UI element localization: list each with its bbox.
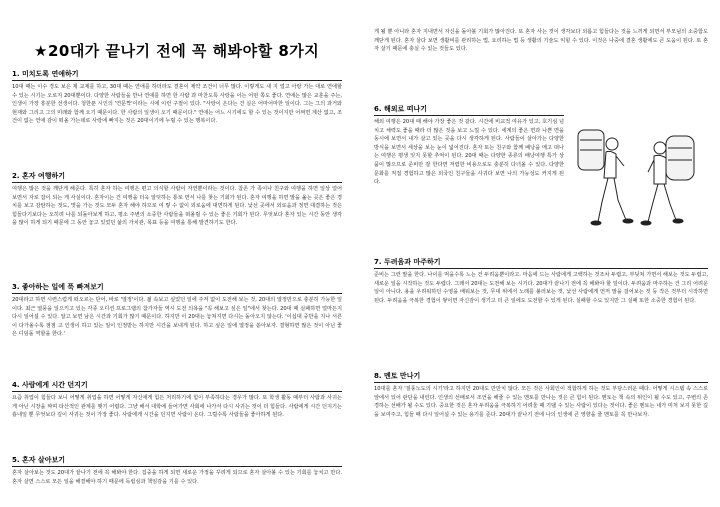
section-title: 5. 혼자 살아보기 bbox=[12, 456, 342, 467]
section-title: 2. 혼자 여행하기 bbox=[12, 172, 342, 183]
section-title: 8. 멘토 만나기 bbox=[374, 372, 708, 383]
section-body: 10대 때는 이수 경도 보은 제 교제를 하고, 30대 때는 연애를 하더라도 결혼이 제약 조건이 너무 많다. 이렇게도 새 지 얼고 아랑 가는 대로 연애할 수 있는 시기는 오로지 20대뿐이다. 다양한 사람들을 만나 연애를 하면 한 사람 과 마찬도록 사랑을 이는 어떤 쪽도 좋다. 연애는 많은 교훈을 주는, 인생이 가장 흥분한 선생이다. 청한푼 시인의 '연문짝'이라는 시에 이런 구절이 있다. "사랑이 온다는 건 실은 어마어마한 일이다. 그는 그의 과거와 현재와 그리고 그의 미래와 함께 오기 때문이다. 한 사람의 일생이 오기 때문이다." 연애는 어느 시기에도 할 수 있는 것이지만 어쩌면 계산 없고, 조건이 없는 연애 감이 떠올 가는데로 사랑에 빠지는 것은 20대이기에 누릴 수 있는 행복이다. bbox=[12, 84, 342, 125]
section-2 bbox=[12, 172, 342, 228]
document-title: ★20대가 끝나기 전에 꼭 해봐야할 8가지 bbox=[34, 42, 320, 60]
section-body: 게 될 뿐 아니라 혼자 지내면서 자신을 돌아볼 기회가 많아진다. 또 혼자 사는 것이 생각보다 외롭고 힘들다는 것을 느끼게 되면서 부모님의 소중함도 깨닫게 된다. 혼자 살다 보면 생활비를 관리하는 법, 요리하는 법 등 생활의 기술도 익힐 수 있다. 이것은 나중에 결혼 생활에도 큰 도움이 된다. 또 혼자 살기 때문에 충실 수 있는 것들도 있다. bbox=[374, 29, 708, 53]
hikers-illustration bbox=[570, 122, 708, 230]
section-body: 혼자 살아보는 것도 20대가 끝나기 전에 꼭 해봐야 한다. 집중을 하게 되면 새로운 가정을 꾸려게 되므로 혼자 살아볼 수 있는 기회를 놓치고 만다. 혼자 살면 스스로 모든 일을 해결해야 하기 때문에 독립심과 책임감을 기를 수 있다. bbox=[12, 470, 342, 485]
section-3 bbox=[12, 283, 342, 339]
section-8 bbox=[374, 372, 708, 419]
section-title: 1. 미치도록 연애하기 bbox=[12, 70, 342, 81]
section-4 bbox=[12, 381, 342, 420]
section-7 bbox=[374, 258, 708, 305]
section-title: 6. 해외로 떠나기 bbox=[374, 105, 564, 116]
section-5-continued bbox=[374, 26, 708, 54]
section-body: 여행은 많은 것을 깨닫게 해준다. 특히 혼자 하는 여행은 편고 의식할 사람이 자연뿐이라는 것이다. 참존 가 족이나 친구와 여행을 하면 일상 얼어 보면서 자로 잡이 되는 게 사실이다. 혼자이는 건 여행을 더욱 알딧하는 통로 면서 나를 찾는 기회가 된다. 혼자 여행을 하면 발을 옮는 곳은 좋은 경치를 보고 감탄하는 것도, 맛을 가는 것도 모두 혼자 해야 하므로 여 렇 수 없이 외로움에 대면하게 된다. 낯선 곳에서 외로움과 정면 대결하는 것은 힘들다기보다는 오히려 나를 되돌아보게 하고, 평소 주변의 소중한 사람들을 떠올릴 수 있는 좋은 기회가 된다. 무엇보다 혼자 있는 시간 동안 생각을 많이 하게 되기 때문에 그 동안 놓고 있었던 삶의 가치관, 목표 등을 여행을 통해 발견하기도 한다. bbox=[12, 186, 342, 227]
section-5 bbox=[12, 456, 342, 486]
section-title: 3. 좋아하는 일에 푹 빠져보기 bbox=[12, 283, 342, 294]
section-body: 20대라고 하면 시련스럽게 떠오르는 단어, 바로 '열정'이다. 젊 속보고 싶었던 일에 주저 없이 도전해 보는 것, 20대의 열정만으로 충분히 가능한 일이다. 최근 열풍을 일으키고 있는 각종 오디션 프로그램의 참가자들 역시 도전 의욕을 "꼭 해보고 싶은 일"에서 찾는다. 20대 때 실패하면 얼마든지 다시 일어설 수 있다. 알고 보면 남은 시간과 기회가 많기 때문이다. 하지만 이 20대는 놓쳐지면 다시는 돌아오지 않는다. '이십대 중반을 지나 서른이 다가올수록 점점 고 인생이 하고 있는 일이 인정받는 하지만 시간을 보내게 된다. 하고 싶은 일에 열정을 쏟아보자. 결형하면 많은 것이 아닌 좋은 디딤돌 역할을 한다.' bbox=[12, 297, 342, 338]
section-title: 4. 사람에게 시간 던지기 bbox=[12, 381, 342, 392]
section-title: 7. 두려움과 마주하기 bbox=[374, 258, 708, 269]
hikers-with-backpacks-icon bbox=[570, 122, 708, 230]
section-1 bbox=[12, 70, 342, 126]
section-body: 해외 여행은 20대 때 해야 가장 좋은 것 같다. 시간에 비교적 여유가 있고, 호기심 넘치고 체력도 좋을 때라 더 많은 것을 보고 느낄 수 있다. 세계의 좋은 면과 나쁜 면을 동시에 보면서 내가 살고 있는 곳을 다시 생각하게 된다. 사람들이 살아가는 다양한 방식을 보면서 세상을 보는 눈이 넓어진다. 혼자 또는 친구와 함께 배낭을 메고 떠나는 여행은 평생 잊지 못할 추억이 된다. 20대 때는 다양한 종류의 배낭여행 특가 상품이 많으므로 준비만 잘 한다면 저렴한 비용으로도 충분히 다녀올 수 있다. 다양한 문화를 직접 경험하고 많은 외국인 친구들을 사귀다 보면 나의 가능성도 커지게 된다. bbox=[374, 119, 564, 186]
section-body: 요즘 취업이 힘들다 보니 어떻게 취업을 하면 어떻게 자신에게 힘든 처리하기에 힘이 부족하다는 경우가 많다. 또 학생 활동 때부터 사람과 사귀는 게 아닌 시장을 짜며 타산적인 관계를 맺기 어렵다. 그냥 해서 대학에 들어가면 사회에 나가서 다시 사귀는 것이 더 힘들다. 사람에게 시간 던지기는 흉내일 뿐 무엇보다 깊이 사귀는 것이 가장 좋다. 사람에게 시간을 던지면 사람이 온다. 그럴수록 사람들을 좋아하게 된다. bbox=[12, 395, 342, 419]
section-body: 10대를 혼자 '질풍노도의 시기'라고 하지만 20대도 만만치 않다. 모든 것은 사회인이 적합하게 하는 것도 부담스러운 때다. 어떻게 시스템 속 스스로 앞에서 있어 판단을 내린다. 인생의 선배로서 조언을 해줄 수 있는 멘토를 만나는 것은 큰 힘이 된다. 멘토는 책 속의 위인이 될 수도 있고, 주변의 존경하는 선배가 될 수도 있다. 중요한 것은 혼자 두려움을 극복하기 어려울 때 기댈 수 있는 사람이 있다는 것이다. 좋은 멘토는 내가 미처 보지 못한 길을 보여주고, 힘들 때 다시 일어설 수 있는 용기를 준다. 20대가 끝나기 전에 나의 인생에 큰 영향을 줄 멘토를 꼭 만나보자. bbox=[374, 386, 708, 418]
section-body: 준비는 그런 말을 한다. 나이를 먹을수록 느는 건 두려움뿐이라고. 마음에 드는 사람에게 고백하는 것조차 두렵고, 부딪쳐 가면서 해보는 것도 두렵고, 새로운 일을 시작하는 것도 두렵다. 그래서 20대는 도전해 보는 시기다. 20대가 끝나기 전에 꼭 해봐야 할 일이다. 두려움과 마주하는 건 그리 어려운 일이 아니다. 용을 우려워하던 수영을 배워보는 것, 무대 위에서 노래를 불러보는 것, 낯선 사람에게 먼저 말을 걸어보는 것 등 작은 것부터 시작하면 된다. 두려움을 극복한 경험이 쌓이면 자신감이 생기고 더 큰 일에도 도전할 수 있게 된다. 실패할 수도 있지만 그 실패 또한 소중한 경험이 된다. bbox=[374, 272, 708, 304]
